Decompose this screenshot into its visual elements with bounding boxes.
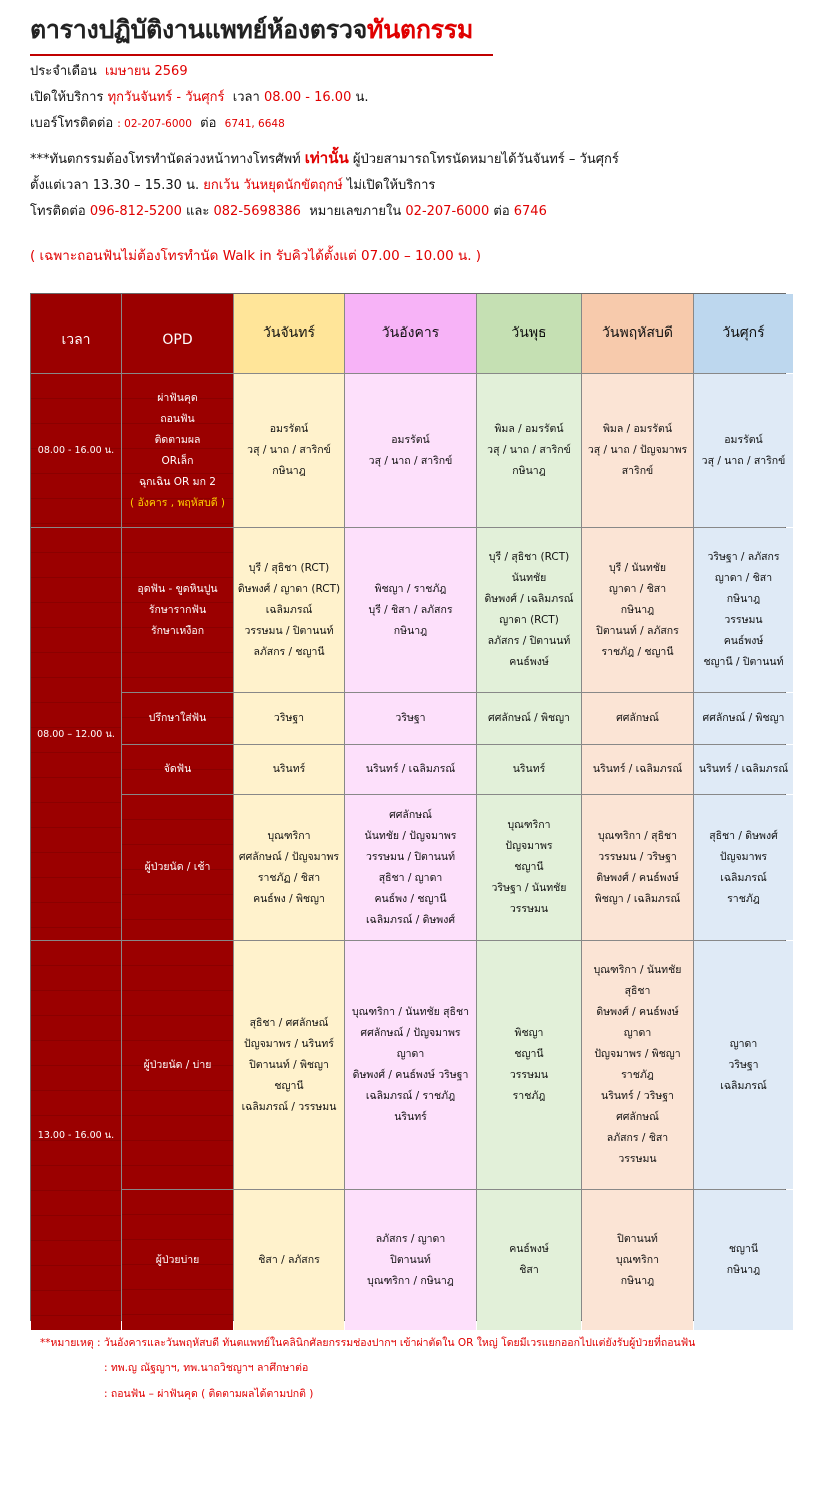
dentist-names: บุณฑริกา / กษินาฎ — [367, 1274, 454, 1287]
dentist-names: ปัญจมาพร — [505, 840, 553, 852]
page-title-highlight: ทันตกรรม — [366, 15, 474, 44]
dentist-names: เฉลิมภรณ์ — [720, 871, 767, 884]
header-friday: วันศุกร์ — [694, 294, 793, 373]
dentist-names: นรินทร์ / เฉลิมภรณ์ — [698, 763, 789, 775]
dentist-names: ปิตานนท์ — [390, 1253, 431, 1266]
dentist-names: นรินทร์ — [272, 763, 306, 775]
dentist-names: กษินาฎ — [726, 1264, 761, 1276]
dentist-names: บุณฑริกา / สุธิชา — [597, 829, 678, 842]
schedule-cell-thursday — [582, 745, 693, 794]
dentist-names: วรรษมน — [618, 1153, 657, 1165]
dentist-names: ปิตานนท์ / พิชญา — [249, 1058, 329, 1071]
opd-label: ผ่าฟันคุด — [157, 391, 198, 404]
opd-note: ( อังคาร , พฤหัสบดี ) — [130, 496, 225, 509]
dentist-names: ดิษพงศ์ / เฉลิมภรณ์ — [484, 593, 574, 605]
dentist-names: ลภัสกร / ญาดา — [375, 1232, 446, 1245]
schedule-cell-thursday — [582, 795, 693, 940]
dentist-names: ราชภัฎ — [727, 892, 760, 905]
schedule-cell-tuesday — [345, 795, 476, 940]
dentist-names: บุณฑริกา — [267, 829, 311, 842]
time-cell: 08.00 - 16.00 น. — [31, 374, 121, 527]
header-monday: วันจันทร์ — [234, 294, 344, 373]
dentist-names: กษินาฎ — [393, 624, 428, 637]
dentist-names: ญาดา — [623, 1027, 652, 1039]
schedule-cell-monday — [234, 941, 344, 1189]
dentist-names: ดิษพงศ์ / คนธ์พงษ์ — [596, 1006, 679, 1018]
dentist-names: ปิตานนท์ / ลภัสกร — [596, 624, 679, 637]
dentist-names: บุณฑริกา — [615, 1253, 659, 1266]
schedule-cell-friday — [694, 745, 793, 794]
dentist-names: เฉลิมภรณ์ / วรรษมน — [241, 1100, 337, 1113]
time-cell: 08.00 – 12.00 น. — [31, 528, 121, 940]
dentist-names: คนธ์พงษ์ — [509, 1243, 549, 1255]
dentist-names: วริษฐา / นันทชัย — [491, 882, 567, 894]
opd-cell — [122, 941, 233, 1189]
schedule-cell-monday — [234, 745, 344, 794]
dentist-names: เฉลิมภรณ์ — [265, 603, 313, 616]
schedule-cell-monday — [234, 528, 344, 692]
dentist-names: ชิสา / ลภัสกร — [258, 1253, 320, 1266]
footnote-3: : ถอนฟัน – ผ่าฟันคุด ( ติดตามผลได้ตามปกติ ) — [104, 1388, 314, 1400]
dentist-names: บุรี / สุธิชา (RCT) — [488, 551, 570, 563]
walkin-note: ( เฉพาะถอนฟันไม่ต้องโทรทำนัด Walk in รับคิวได้ตั้งแต่ 07.00 – 10.00 น. ) — [30, 248, 482, 264]
footnote-1: **หมายเหตุ : วันอังคารและวันพฤหัสบดี ทันตแพทย์ในคลินิกศัลยกรรมช่องปากฯ เข้าผ่าตัดใน OR ใหญ่ โดยมีเวรแยกออกไปแต่ยังรับผู้ป่วยที่ถอนฟัน — [40, 1337, 696, 1349]
dentist-names: ญาดา — [396, 1048, 425, 1060]
notice-line-2: ตั้งแต่เวลา 13.30 – 15.30 น. ยกเว้น วันหยุดนักขัตฤกษ์ ไม่เปิดให้บริการ — [30, 178, 436, 193]
dentist-names: ญาดา / ชิสา — [608, 582, 667, 595]
schedule-cell-wednesday — [477, 745, 581, 794]
dentist-names: ชญานี — [514, 861, 544, 873]
dentist-names: ญาดา (RCT) — [499, 614, 559, 626]
dentist-names: ราชภัฏ / ชิสา — [257, 871, 321, 884]
schedule-cell-friday — [694, 528, 793, 692]
dentist-names: ศศลักษณ์ — [616, 1111, 659, 1123]
dentist-names: สุธิชา / ญาดา — [378, 871, 443, 884]
dentist-names: คนธ์พงษ์ — [723, 635, 764, 647]
opd-label: ORเล็ก — [161, 454, 194, 467]
dentist-names: วสุ / นาถ / สาริกข์ — [701, 454, 786, 467]
header-thursday: วันพฤหัสบดี — [582, 294, 693, 373]
schedule-cell-wednesday — [477, 693, 581, 744]
dentist-names: คนธ์พง / ชญานี — [374, 892, 447, 905]
schedule-cell-monday — [234, 693, 344, 744]
dentist-names: บุณฑริกา / นันทชัย สุธิชา — [352, 1006, 469, 1018]
dentist-names: พิชญา / เฉลิมภรณ์ — [594, 892, 681, 905]
dentist-names: ราชภัฎ — [512, 1090, 546, 1102]
dentist-names: วรรษมน — [724, 614, 763, 626]
header-tuesday: วันอังคาร — [345, 294, 476, 373]
dentist-names: บุรี / ชิสา / ลภัสกร — [368, 603, 453, 616]
dentist-names: วรรษมน — [509, 1069, 549, 1081]
dentist-names: ศศลักษณ์ / ปัญจมาพร — [360, 1027, 461, 1039]
dentist-names: วรรษมน / วริษฐา — [598, 850, 677, 863]
schedule-cell-friday — [694, 693, 793, 744]
opd-label: ถอนฟัน — [160, 412, 195, 425]
dentist-names: ชญานี — [274, 1079, 304, 1092]
opd-label: รักษารากฟัน — [148, 603, 207, 616]
dentist-names: อมรรัตน์ — [391, 433, 430, 446]
dentist-names: สุธิชา / ศศลักษณ์ — [249, 1016, 329, 1029]
dentist-names: ศศลักษณ์ — [389, 808, 432, 821]
opd-label: อุดฟัน - ขูดหินปูน — [137, 582, 218, 595]
opd-label: ผู้ป่วยนัด / บ่าย — [143, 1058, 212, 1071]
schedule-cell-tuesday — [345, 374, 476, 527]
dentist-names: คนธ์พงษ์ — [509, 656, 549, 668]
dentist-names: ชญานี — [514, 1048, 544, 1060]
dentist-names: เฉลิมภรณ์ / ดิษพงศ์ — [365, 913, 456, 926]
dentist-names: นรินทร์ / เฉลิมภรณ์ — [592, 763, 683, 775]
schedule-cell-thursday — [582, 1190, 693, 1330]
dentist-names: ลภัสกร / ปิตานนท์ — [487, 635, 571, 647]
opd-label: ติดตามผล — [154, 433, 201, 446]
opd-label: จัดฟัน — [163, 763, 192, 775]
dentist-names: ลภัสกร / ชญานี — [253, 645, 325, 658]
dentist-names: ศศลักษณ์ / พิชญา — [702, 712, 785, 724]
dentist-names: สุธิชา / ดิษพงศ์ — [709, 829, 778, 842]
dentist-names: วริษฐา — [728, 1058, 759, 1071]
header-wednesday: วันพุธ — [477, 294, 581, 373]
opd-label: รักษาเหงือก — [150, 624, 205, 637]
dentist-names: พิชญา — [514, 1027, 544, 1039]
opd-label: ปรึกษาใส่ฟัน — [148, 712, 207, 724]
schedule-cell-friday — [694, 374, 793, 527]
dentist-names: อมรรัตน์ — [269, 423, 309, 435]
phone-line: เบอร์โทรติดต่อ : 02-207-6000 ต่อ 6741, 6648 — [30, 116, 285, 131]
dentist-names: ดิษพงศ์ / ญาดา (RCT) — [237, 582, 341, 595]
dentist-names: ญาดา — [729, 1037, 758, 1050]
dentist-names: เฉลิมภรณ์ / ราชภัฎ — [365, 1090, 456, 1102]
dentist-names: สุธิชา — [624, 985, 651, 997]
dentist-names: ศศลักษณ์ / พิชญา — [488, 712, 570, 724]
schedule-cell-thursday — [582, 941, 693, 1189]
dentist-names: ลภัสกร / ชิสา — [606, 1132, 669, 1144]
opd-cell — [122, 795, 233, 940]
schedule-cell-tuesday — [345, 693, 476, 744]
dentist-names: บุณฑริกา — [507, 819, 551, 831]
opd-cell — [122, 528, 233, 692]
dentist-names: ดิษพงศ์ / คนธ์พงษ์ วริษฐา — [352, 1069, 469, 1081]
opd-label: ผู้ป่วยบ่าย — [155, 1253, 200, 1266]
opd-cell — [122, 745, 233, 794]
dentist-names: นรินทร์ — [394, 1111, 427, 1123]
schedule-cell-monday — [234, 795, 344, 940]
schedule-cell-wednesday — [477, 528, 581, 692]
dentist-names: กษินาฎ — [620, 603, 655, 616]
dentist-names: กษินาฎ — [512, 465, 546, 477]
dentist-names: ราชภัฎ / ชญานี — [601, 645, 674, 658]
dentist-names: วสุ / นาถ / ปัญจมาพร — [587, 444, 688, 456]
schedule-cell-wednesday — [477, 941, 581, 1189]
dentist-names: ศศลักษณ์ — [616, 712, 659, 724]
time-cell: 13.00 - 16.00 น. — [31, 941, 121, 1330]
schedule-cell-friday — [694, 795, 793, 940]
schedule-cell-tuesday — [345, 745, 476, 794]
dentist-names: คนธ์พง / พิชญา — [253, 892, 325, 905]
dentist-names: สาริกข์ — [621, 465, 654, 477]
dentist-names: ราชภัฎ — [621, 1069, 654, 1081]
dentist-names: นรินทร์ — [512, 763, 546, 775]
schedule-cell-wednesday — [477, 374, 581, 527]
opd-label: ฉุกเฉิน OR มก 2 — [139, 475, 216, 488]
dentist-names: เฉลิมภรณ์ — [720, 1079, 767, 1092]
dentist-names: พิมล / อมรรัตน์ — [603, 423, 672, 435]
dentist-names: พิชญา / ราชภัฎ — [374, 582, 447, 595]
service-hours-line: เปิดให้บริการ ทุกวันจันทร์ - วันศุกร์ เวลา 08.00 - 16.00 น. — [30, 90, 369, 105]
page-title-wrap — [30, 10, 493, 56]
dentist-names: กษินาฎ — [726, 593, 761, 605]
schedule-cell-tuesday — [345, 1190, 476, 1330]
opd-cell — [122, 693, 233, 744]
dentist-names: ชญานี — [728, 1243, 759, 1255]
dentist-names: บุรี / นันทชัย — [608, 561, 667, 574]
dentist-names: วสุ / นาถ / สาริกข์ — [487, 444, 571, 456]
opd-cell — [122, 1190, 233, 1330]
schedule-cell-wednesday — [477, 1190, 581, 1330]
notice-line-1: ***ทันตกรรมต้องโทรทำนัดล่วงหน้าทางโทรศัพท์ เท่านั้น ผู้ป่วยสามารถโทรนัดหมายได้วันจันทร์ – วันศุกร์ — [30, 149, 619, 167]
dentist-names: นันทชัย / ปัญจมาพร — [364, 829, 457, 842]
dentist-names: บุรี / สุธิชา (RCT) — [248, 561, 330, 574]
dentist-names: วรรษมน / ปิตานนท์ — [244, 624, 334, 637]
dentist-names: วสุ / นาถ / สาริกข์ — [247, 444, 331, 456]
schedule-table — [30, 293, 789, 1321]
dentist-names: วรรษมน / ปิตานนท์ — [365, 850, 456, 863]
dentist-names: ชิสา — [519, 1264, 539, 1276]
dentist-names: ชญานี / ปิตานนท์ — [703, 656, 784, 668]
month-value: เมษายน 2569 — [104, 64, 188, 79]
dentist-names: ศศลักษณ์ / ปัญจมาพร — [238, 850, 340, 863]
dentist-names: วริษฐา — [395, 712, 426, 724]
opd-cell — [122, 374, 233, 527]
dentist-names: นรินทร์ / เฉลิมภรณ์ — [365, 763, 456, 775]
schedule-cell-thursday — [582, 693, 693, 744]
schedule-cell-tuesday — [345, 528, 476, 692]
footnote-2: : ทพ.ญ ณัฐญาฯ, ทพ.นาถวิชญาฯ ลาศึกษาต่อ — [104, 1362, 309, 1374]
dentist-names: วริษฐา / ลภัสกร — [707, 551, 780, 563]
dentist-names: วรรษมน — [509, 903, 549, 915]
schedule-cell-monday — [234, 374, 344, 527]
dentist-names: ปัญจมาพร / พิชญา — [594, 1048, 681, 1060]
opd-label: ผู้ป่วยนัด / เช้า — [144, 861, 211, 873]
dentist-names: นรินทร์ / วริษฐา — [601, 1090, 674, 1102]
dentist-names: ปิตานนท์ — [617, 1232, 658, 1245]
dentist-names: บุณฑริกา / นันทชัย — [593, 964, 682, 976]
schedule-cell-friday — [694, 941, 793, 1189]
header-opd: OPD — [122, 294, 233, 373]
contact-line: โทรติดต่อ 096-812-5200 และ 082-5698386 หมายเลขภายใน 02-207-6000 ต่อ 6746 — [30, 204, 547, 219]
dentist-names: พิมล / อมรรัตน์ — [494, 423, 564, 435]
dentist-names: กษินาฎ — [272, 465, 306, 477]
dentist-names: ดิษพงศ์ / คนธ์พงษ์ — [596, 871, 679, 884]
schedule-cell-thursday — [582, 528, 693, 692]
schedule-cell-monday — [234, 1190, 344, 1330]
dentist-names: วริษฐา — [273, 712, 305, 724]
dentist-names: วสุ / นาถ / สาริกข์ — [368, 454, 453, 467]
schedule-cell-thursday — [582, 374, 693, 527]
dentist-names: กษินาฎ — [620, 1274, 655, 1287]
dentist-names: ปัญจมาพร — [719, 850, 768, 863]
page-title: ตารางปฏิบัติงานแพทย์ห้องตรวจทันตกรรม — [30, 15, 474, 44]
schedule-cell-friday — [694, 1190, 793, 1330]
header-time: เวลา — [31, 294, 121, 373]
month-line: ประจำเดือน เมษายน 2569 — [30, 64, 188, 79]
dentist-names: นันทชัย — [511, 572, 547, 584]
schedule-cell-tuesday — [345, 941, 476, 1189]
dentist-names: ญาดา / ชิสา — [714, 572, 773, 584]
schedule-cell-wednesday — [477, 795, 581, 940]
dentist-names: อมรรัตน์ — [724, 433, 763, 446]
dentist-names: ปัญจมาพร / นรินทร์ — [244, 1037, 334, 1050]
